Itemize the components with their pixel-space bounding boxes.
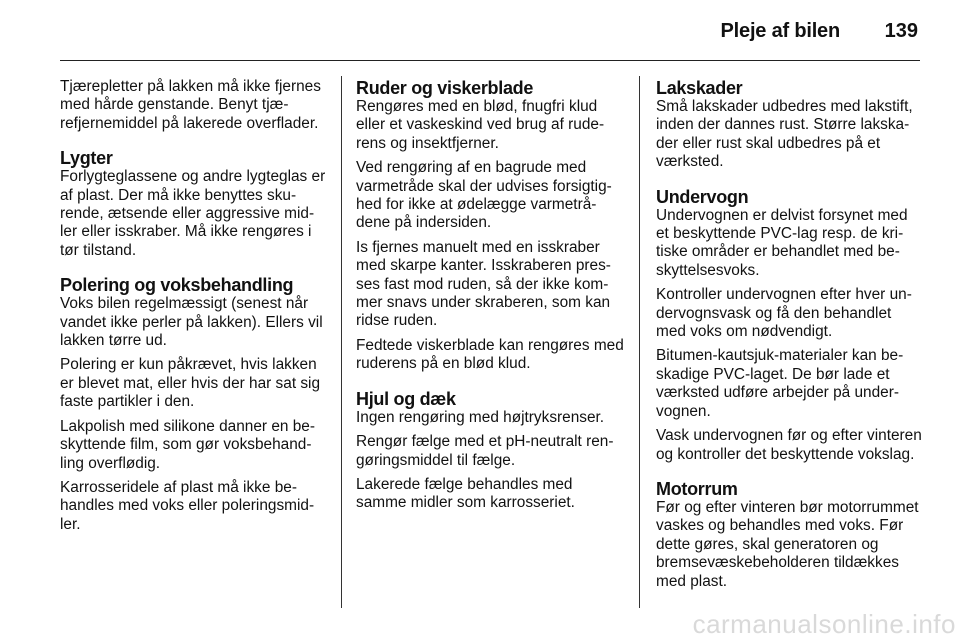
paragraph: Karrosseridele af plast må ikke behandles med voks eller poleringsmidler.: [60, 478, 315, 533]
section-tar-spots: [60, 78, 326, 133]
section-heading: Lakskader: [656, 78, 743, 98]
paragraph: Lakpolish med silikone danner en beskyttende film, som gør voksbehandling overflødig.: [60, 417, 315, 472]
section-lygter: [60, 148, 326, 260]
watermark-text: carmanualsonline.info: [692, 609, 956, 639]
column-divider: [341, 76, 342, 608]
text-column-2: [356, 78, 624, 608]
paragraph: Kontroller undervognen efter hver undervognsvask og få den behandlet med voks om nødvendigt.: [656, 286, 912, 341]
section-heading: Lygter: [60, 148, 113, 169]
paragraph: Polering er kun påkrævet, hvis lakken er blevet mat, eller hvis der har sat sig faste partikler i den.: [60, 356, 321, 411]
page-number: 139: [884, 20, 918, 42]
text-column-3: [656, 78, 924, 608]
paragraph: Tjærepletter på lakken må ikke fjernes med hårde genstande. Benyt tjærefjernemiddel på lakerede overflader.: [60, 78, 321, 132]
paragraph: Undervognen er delvist forsynet med et beskyttende PVC-lag resp. de kritiske områder er behandlet med beskyttelsesvoks.: [656, 206, 908, 279]
header-divider: [60, 60, 920, 61]
section-heading: Polering og voksbehandling: [60, 275, 294, 296]
page-title: Pleje af bilen: [720, 20, 840, 42]
section-hjul: [356, 389, 624, 513]
section-heading: Ruder og viskerblade: [356, 78, 534, 98]
page-header: [0, 0, 960, 62]
paragraph: Bitumen-kautsjuk-materialer kan beskadige PVC-laget. De bør lade et værksted udføre arbejder på undervognen.: [656, 347, 904, 420]
section-heading: Motorrum: [656, 478, 738, 499]
paragraph: Lakerede fælge behandles med samme midler som karrosseriet.: [356, 475, 575, 512]
paragraph: Små lakskader udbedres med lakstift, inden der dannes rust. Større lakskader eller rust skal udbedres på et værksted.: [656, 98, 913, 171]
text-column-1: [60, 78, 326, 608]
section-heading: Undervogn: [656, 186, 749, 207]
section-undervogn: [656, 187, 924, 464]
paragraph: Ingen rengøring med højtryksrenser.: [356, 408, 605, 426]
paragraph: Rengøres med en blød, fnugfri klud eller et vaskeskind ved brug af ruderens og insektfjerner.: [356, 98, 605, 152]
column-divider: [639, 76, 640, 608]
paragraph: Forlygteglassene og andre lygteglas er af plast. Der må ikke benyttes skurende, ætsende eller aggressive midler eller isskraber. Må ikke rengøres i tør tilstand.: [60, 168, 326, 259]
section-motorrum: [656, 479, 924, 591]
paragraph: Rengør fælge med et pH-neutralt rengøringsmiddel til fælge.: [356, 433, 614, 469]
section-heading: Hjul og dæk: [356, 388, 456, 409]
paragraph: Is fjernes manuelt med en isskraber med skarpe kanter. Isskraberen presses fast mod ruden, så der ikke kommer snavs under skraberen, som kan ridse ruden.: [356, 238, 611, 330]
section-polering: [60, 275, 326, 534]
section-ruder: [356, 78, 624, 374]
paragraph: Fedtede viskerblade kan rengøres med ruderens på en blød klud.: [356, 336, 624, 373]
paragraph: Ved rengøring af en bagrude med varmetråde skal der udvises forsigtighed for ikke at ødelægge varmetrådene på indersiden.: [356, 159, 612, 232]
paragraph: Før og efter vinteren bør motorrummet vaskes og behandles med voks. Før dette gøres, skal generatoren og bremsevæskebeholderen tildækkes med plast.: [656, 498, 919, 590]
paragraph: Voks bilen regelmæssigt (senest når vandet ikke perler på lakken). Ellers vil lakken tørre ud.: [60, 295, 323, 350]
section-lakskader: [656, 78, 924, 172]
paragraph: Vask undervognen før og efter vinteren og kontroller det beskyttende vokslag.: [656, 427, 922, 463]
